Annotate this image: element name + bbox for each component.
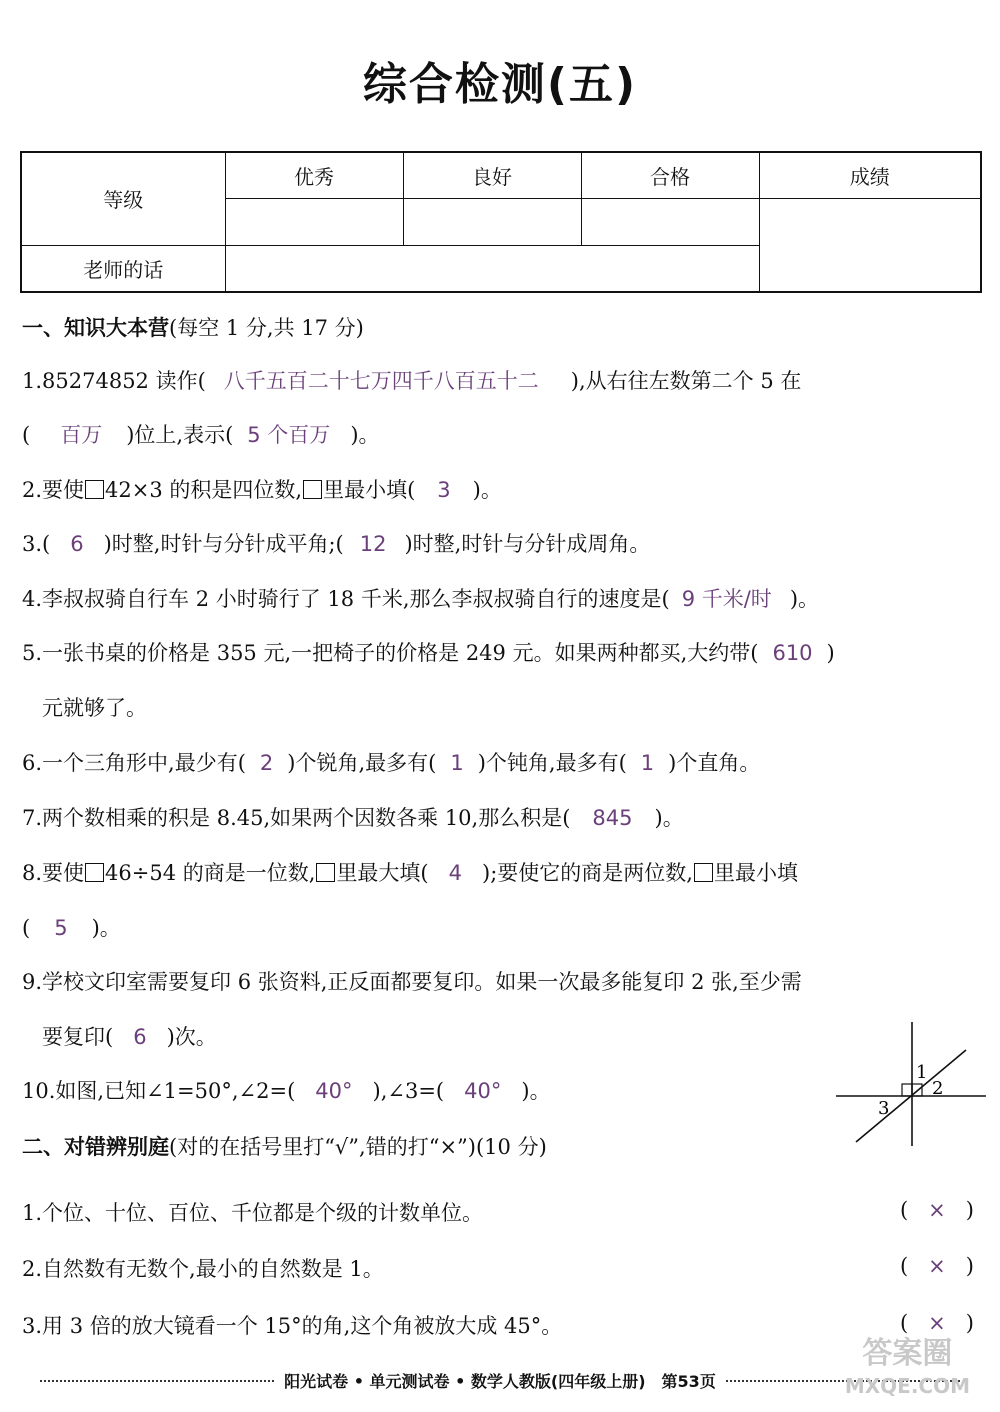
question-5-cont: 元就够了。 [42,696,147,720]
angle-figure [836,1022,986,1146]
judge-item-1: 1.个位、十位、百位、千位都是个级的计数单位。 [22,1201,484,1225]
blank-box [85,480,104,499]
page-footer [30,1369,970,1392]
question-3: 3.( 6 )时整,时针与分针成平角;( 12 )时整,时针与分针成周角。 [22,532,651,556]
comment-label: 老师的话 [21,245,225,292]
blank-box [303,480,322,499]
question-7: 7.两个数相乘的积是 8.45,如果两个因数各乘 10,那么积是( 845 )。 [22,806,684,830]
angle-label-1: 1 [916,1062,928,1083]
grade-label: 等级 [21,152,225,245]
level-excellent-cell [225,198,403,245]
judge-answer-1: ( × ) [899,1198,974,1222]
question-4: 4.李叔叔骑自行车 2 小时骑行了 18 千米,那么李叔叔骑自行的速度是( 9 千米/时 )。 [22,587,820,611]
judge-answer-3: ( × ) [899,1311,974,1335]
blank-box [316,863,335,882]
question-2: 2.要使 42×3 的积是四位数, 里最小填( 3 )。 [22,478,502,502]
comment-cell [225,245,759,292]
level-excellent: 优秀 [225,152,403,198]
question-8: 8.要使 46÷54 的商是一位数, 里最大填( 4 );要使它的商是两位数, 里最小填 [22,861,798,885]
question-10: 10.如图,已知∠1=50°,∠2=( 40° ),∠3=( 40° )。 [22,1079,551,1103]
page-title: 综合检测(五) [362,59,638,110]
score-cell [759,198,981,292]
score-label: 成绩 [759,152,981,198]
level-good: 良好 [403,152,581,198]
grade-table [20,151,982,293]
question-8-cont: ( 5 )。 [22,916,121,940]
section1-heading: 一、知识大本营(每空 1 分,共 17 分) [22,316,364,340]
blank-box [694,863,713,882]
question-6: 6.一个三角形中,最少有( 2 )个锐角,最多有( 1 )个钝角,最多有( 1 )个直角。 [22,751,761,775]
question-9-cont: 要复印( 6 )次。 [42,1025,217,1049]
level-pass-cell [581,198,759,245]
watermark-logo: 答案圈 MXQE.COM [844,1336,970,1398]
question-5: 5.一张书桌的价格是 355 元,一把椅子的价格是 249 元。如果两种都买,大约带( 610 ) [22,641,835,665]
right-angle-mark [902,1084,912,1096]
judge-item-3: 3.用 3 倍的放大镜看一个 15°的角,这个角被放大成 45°。 [22,1314,563,1338]
section2-heading: 二、对错辨别庭(对的在括号里打“√”,错的打“×”)(10 分) [22,1135,547,1159]
judge-answer-2: ( × ) [899,1254,974,1278]
judge-item-2: 2.自然数有无数个,最小的自然数是 1。 [22,1257,384,1281]
page-number: 第53页 [661,1372,716,1391]
angle-label-2: 2 [932,1078,944,1099]
question-1: 1.85274852 读作( 八千五百二十七万四千八百五十二 ),从右往左数第二个 5 在 [22,369,802,393]
question-9: 9.学校文印室需要复印 6 张资料,正反面都要复印。如果一次最多能复印 2 张,至少需 [22,970,802,994]
angle-label-3: 3 [878,1098,890,1119]
blank-box [85,863,104,882]
question-1-cont: ( 百万 )位上,表示( 5 个百万 )。 [22,423,380,447]
level-pass: 合格 [581,152,759,198]
level-good-cell [403,198,581,245]
footer-text: 阳光试卷 • 单元测试卷 • 数学人教版(四年级上册) [284,1372,646,1391]
